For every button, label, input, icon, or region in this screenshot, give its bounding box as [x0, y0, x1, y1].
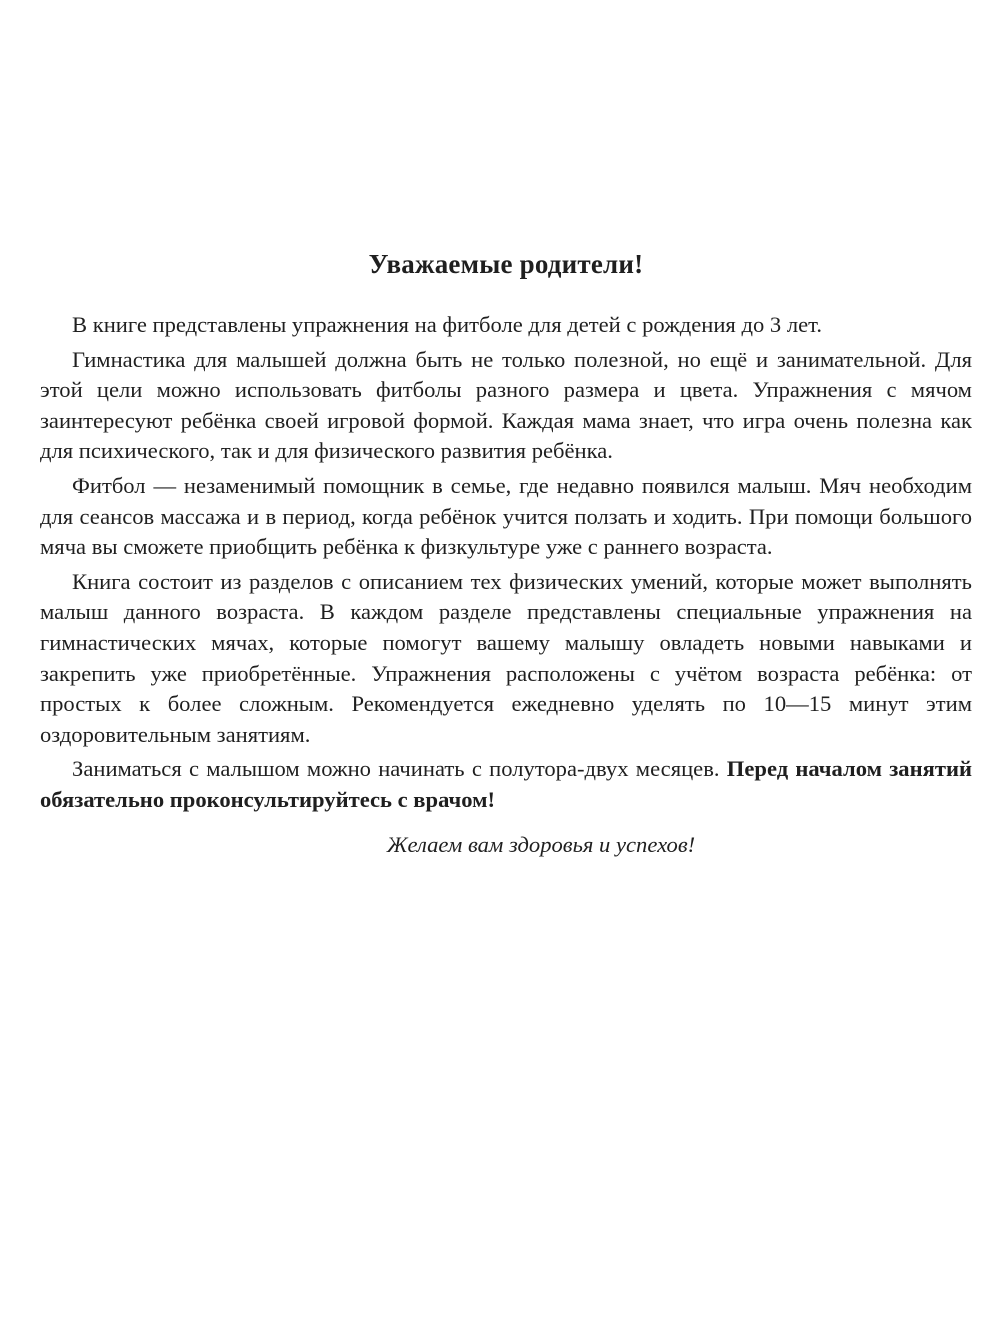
paragraph-doctor-warning-text: Заниматься с малышом можно начинать с полутора-двух месяцев.: [72, 756, 727, 782]
paragraph-doctor-warning: [40, 754, 972, 815]
doctor-warning-bold: Перед началом занятий обязательно проконсультируйтесь с врачом!: [40, 756, 972, 812]
paragraph-fitball: Фитбол — незаменимый помощник в семье, где недавно появился малыш. Мяч необходим для сеансов массажа и в период, когда ребёнок учится ползать и ходить. При помощи большого мяча вы сможете приобщить ребёнка к физкультуре уже с раннего возраста.: [40, 472, 972, 560]
closing-wish: Желаем вам здоровья и успехов!: [386, 831, 696, 857]
paragraph-intro: В книге представлены упражнения на фитболе для детей с рождения до 3 лет.: [72, 312, 822, 337]
paragraph-gymnastics: Гимнастика для малышей должна быть не только полезной, но ещё и занимательной. Для этой цели можно использовать фитболы разного размера и цвета. Упражнения с мячом заинтересуют ребёнка своей игровой формой. Каждая мама знает, что игра очень полезна как для психического, так и для физического развития ребёнка.: [40, 346, 972, 464]
page-title: Уважаемые родители!: [368, 249, 644, 279]
document-page: [40, 244, 972, 883]
paragraph-book-structure: Книга состоит из разделов с описанием тех физических умений, которые может выполнять малыш данного возраста. В каждом разделе представлены специальные упражнения на гимнастических мячах, которые помогут вашему малышу овладеть новыми навыками и закрепить уже приобретённые. Упражнения расположены с учётом возраста ребёнка: от простых к более сложным. Рекомендуется ежедневно уделять по 10—15 минут этим оздоровительным занятиям.: [40, 568, 972, 747]
